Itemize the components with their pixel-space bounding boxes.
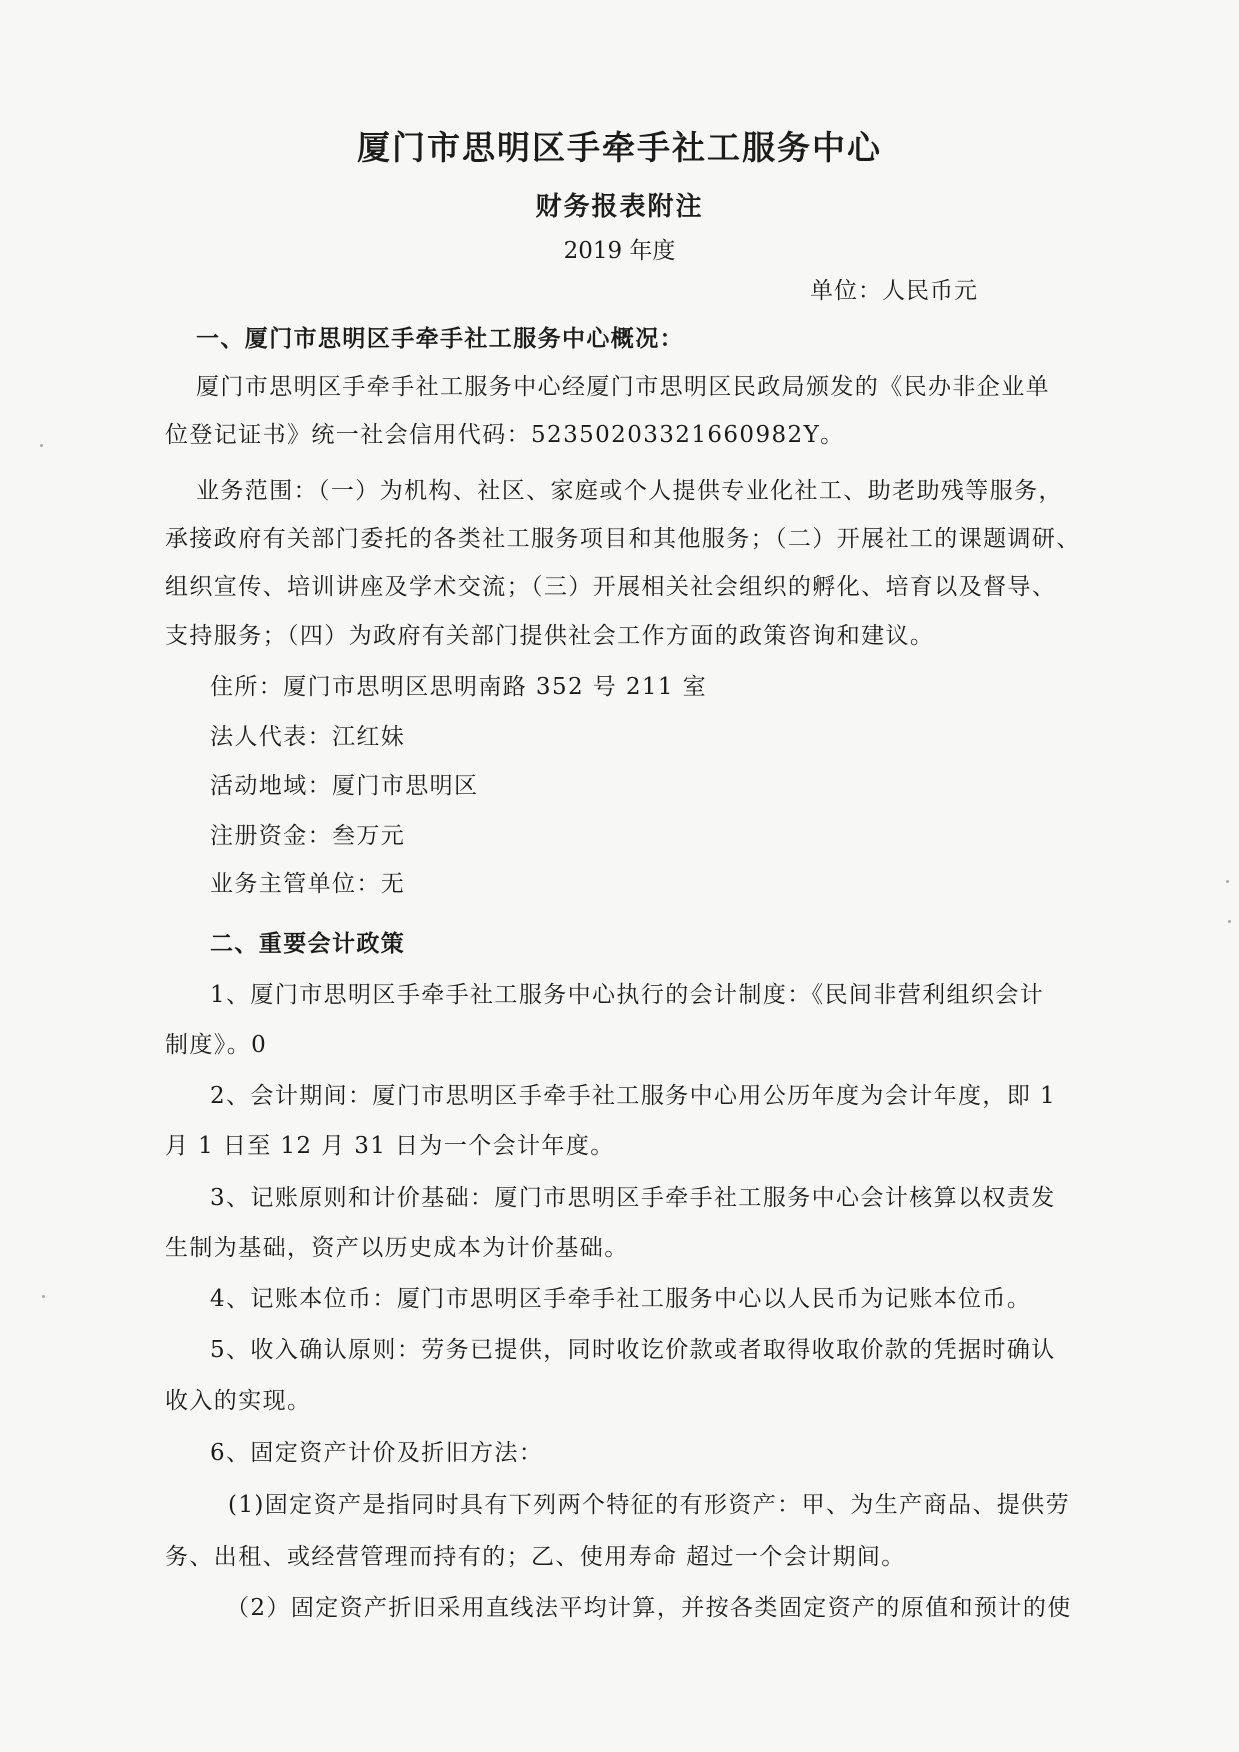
scan-speck bbox=[42, 1295, 45, 1298]
policy-6a-line-1: (1)固定资产是指同时具有下列两个特征的有形资产：甲、为生产商品、提供劳 bbox=[228, 1492, 1070, 1518]
scan-speck bbox=[1226, 880, 1229, 883]
registered-capital: 注册资金：叁万元 bbox=[210, 823, 406, 849]
policy-3-line-1: 3、记账原则和计价基础：厦门市思明区手牵手社工服务中心会计核算以权责发 bbox=[210, 1185, 1056, 1211]
activity-area: 活动地域：厦门市思明区 bbox=[210, 773, 479, 799]
legal-representative: 法人代表：江红妹 bbox=[210, 724, 406, 750]
policy-6a-line-2: 务、出租、或经营管理而持有的；乙、使用寿命 超过一个会计期间。 bbox=[165, 1544, 906, 1570]
document-title: 厦门市思明区手牵手社工服务中心 bbox=[357, 128, 882, 167]
registration-line-1: 厦门市思明区手牵手社工服务中心经厦门市思明区民政局颁发的《民办非企业单 bbox=[196, 374, 1050, 400]
policy-1-line-2: 制度》。0 bbox=[165, 1032, 268, 1058]
address: 住所：厦门市思明区思明南路 352 号 211 室 bbox=[210, 674, 708, 700]
scope-line-3: 组织宣传、培训讲座及学术交流；（三）开展相关社会组织的孵化、培育以及督导、 bbox=[165, 574, 1057, 600]
supervising-unit: 业务主管单位：无 bbox=[210, 871, 406, 897]
section2-heading: 二、重要会计政策 bbox=[210, 930, 406, 957]
policy-6b-line-1: （2）固定资产折旧采用直线法平均计算，并按各类固定资产的原值和预计的使 bbox=[226, 1595, 1072, 1621]
scope-line-4: 支持服务；（四）为政府有关部门提供社会工作方面的政策咨询和建议。 bbox=[165, 623, 935, 649]
policy-3-line-2: 生制为基础，资产以历史成本为计价基础。 bbox=[165, 1235, 629, 1261]
document-subtitle: 财务报表附注 bbox=[535, 192, 704, 222]
policy-6-heading: 6、固定资产计价及折旧方法： bbox=[210, 1440, 544, 1466]
scan-speck bbox=[1228, 920, 1231, 923]
policy-2-line-1: 2、会计期间：厦门市思明区手牵手社工服务中心用公历年度为会计年度，即 1 bbox=[210, 1083, 1056, 1109]
report-year: 2019 年度 bbox=[563, 238, 676, 264]
policy-4-line-1: 4、记账本位币：厦门市思明区手牵手社工服务中心以人民币为记账本位币。 bbox=[210, 1286, 1032, 1312]
registration-line-2: 位登记证书》统一社会信用代码：52350203321660982Y。 bbox=[165, 422, 845, 448]
policy-1-line-1: 1、厦门市思明区手牵手社工服务中心执行的会计制度：《民间非营利组织会计 bbox=[210, 982, 1045, 1008]
scan-speck bbox=[40, 444, 43, 447]
section1-heading: 一、厦门市思明区手牵手社工服务中心概况： bbox=[196, 325, 684, 352]
policy-5-line-1: 5、收入确认原则：劳务已提供，同时收讫价款或者取得收取价款的凭据时确认 bbox=[210, 1337, 1056, 1363]
scope-line-2: 承接政府有关部门委托的各类社工服务项目和其他服务；（二）开展社工的课题调研、 bbox=[165, 526, 1081, 552]
currency-unit: 单位：人民币元 bbox=[810, 278, 978, 304]
policy-5-line-2: 收入的实现。 bbox=[165, 1388, 312, 1414]
policy-2-line-2: 月 1 日至 12 月 31 日为一个会计年度。 bbox=[165, 1133, 615, 1159]
scope-line-1: 业务范围：（一）为机构、社区、家庭或个人提供专业化社工、助老助残等服务， bbox=[196, 478, 1063, 504]
